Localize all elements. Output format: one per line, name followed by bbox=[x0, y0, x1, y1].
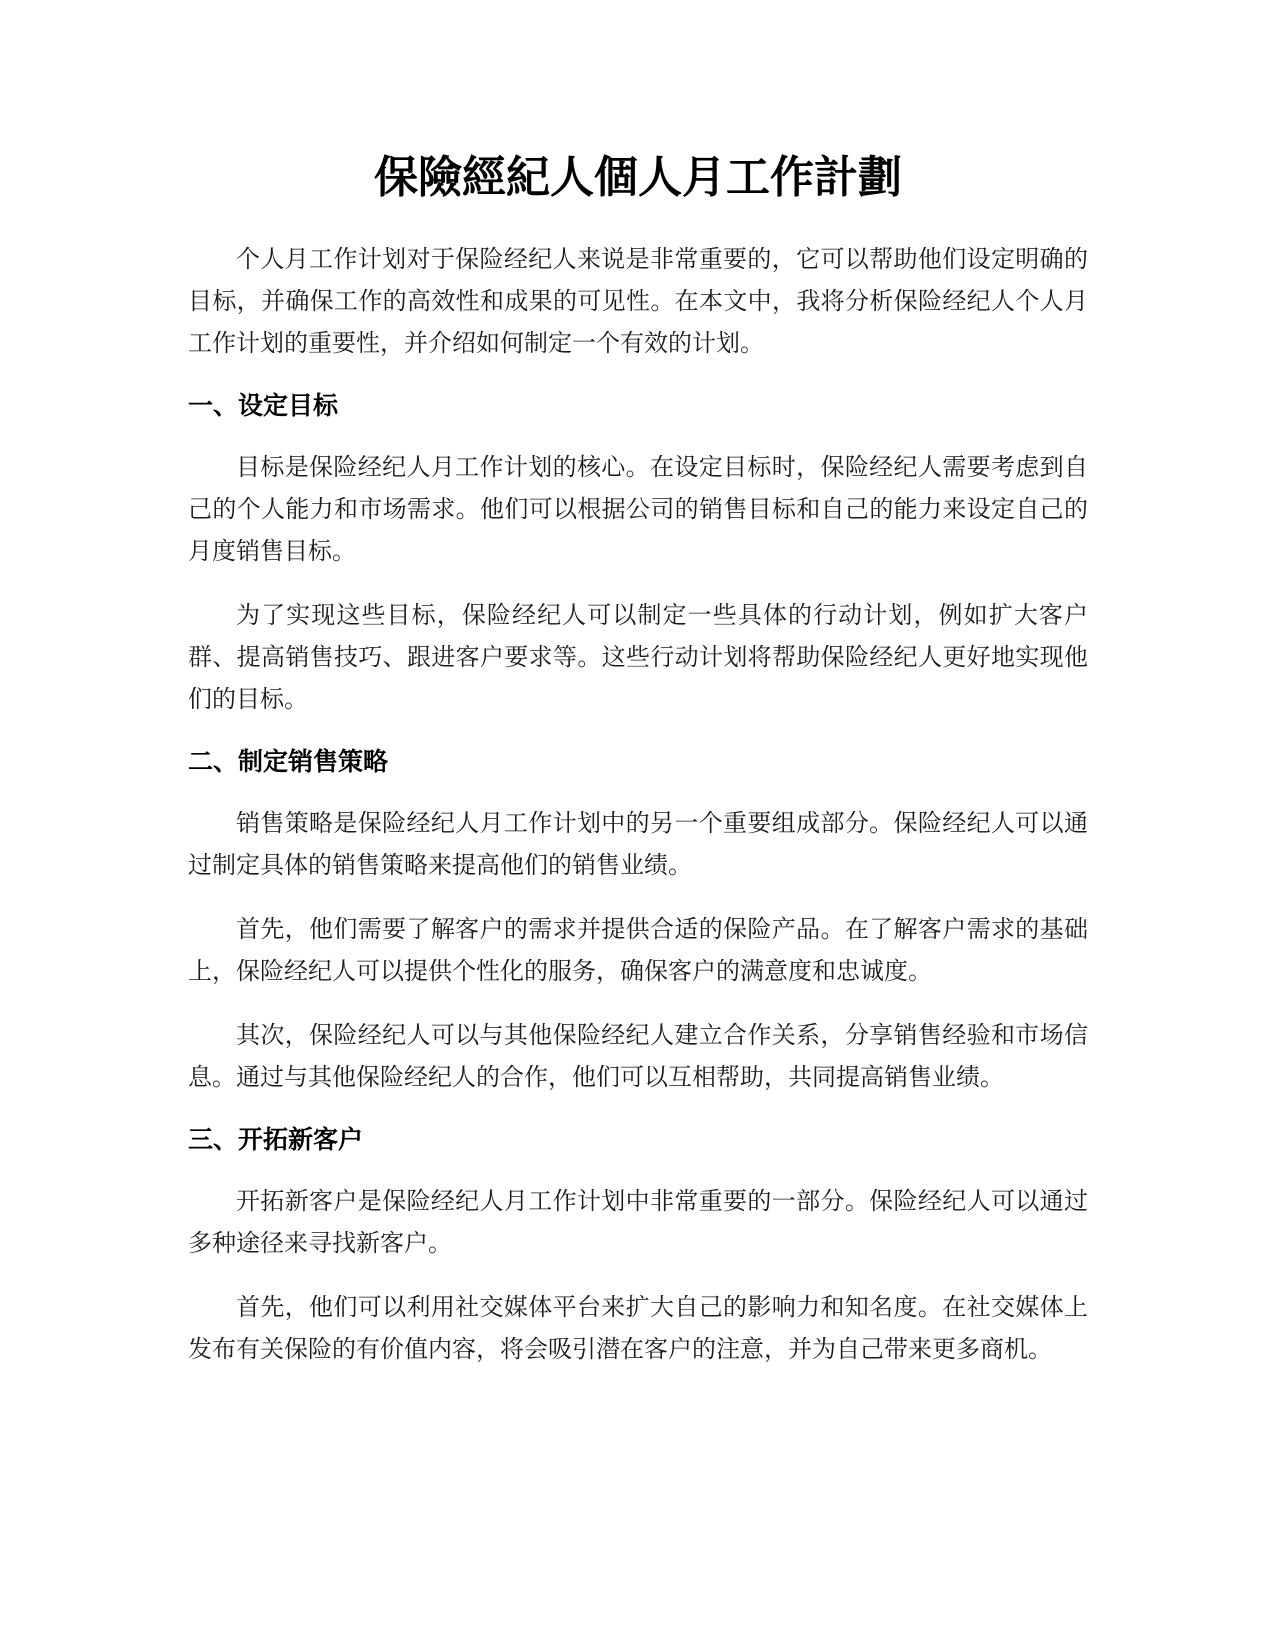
document-title: 保險經紀人個人月工作計劃 bbox=[374, 152, 902, 203]
body-paragraph: 首先，他们需要了解客户的需求并提供合适的保险产品。在了解客户需求的基础上，保险经纪人可以提供个性化的服务，确保客户的满意度和忠诚度。 bbox=[188, 915, 1088, 985]
body-paragraph: 目标是保险经纪人月工作计划的核心。在设定目标时，保险经纪人需要考虑到自己的个人能力和市场需求。他们可以根据公司的销售目标和自己的能力来设定自己的月度销售目标。 bbox=[188, 453, 1088, 565]
section-heading: 二、制定销售策略 bbox=[188, 747, 389, 776]
body-paragraph: 销售策略是保险经纪人月工作计划中的另一个重要组成部分。保险经纪人可以通过制定具体的销售策略来提高他们的销售业绩。 bbox=[188, 809, 1088, 879]
section-new-clients bbox=[188, 1120, 1088, 1370]
section-heading: 三、开拓新客户 bbox=[188, 1125, 364, 1154]
section-sales-strategy bbox=[188, 742, 1088, 1098]
body-paragraph: 为了实现这些目标，保险经纪人可以制定一些具体的行动计划，例如扩大客户群、提高销售技巧、跟进客户要求等。这些行动计划将帮助保险经纪人更好地实现他们的目标。 bbox=[188, 601, 1088, 713]
intro-paragraph: 个人月工作计划对于保险经纪人来说是非常重要的，它可以帮助他们设定明确的目标，并确保工作的高效性和成果的可见性。在本文中，我将分析保险经纪人个人月工作计划的重要性，并介绍如何制定一个有效的计划。 bbox=[188, 245, 1088, 357]
body-paragraph: 开拓新客户是保险经纪人月工作计划中非常重要的一部分。保险经纪人可以通过多种途径来寻找新客户。 bbox=[188, 1187, 1088, 1257]
body-paragraph: 首先，他们可以利用社交媒体平台来扩大自己的影响力和知名度。在社交媒体上发布有关保险的有价值内容，将会吸引潜在客户的注意，并为自己带来更多商机。 bbox=[188, 1293, 1088, 1363]
body-paragraph: 其次，保险经纪人可以与其他保险经纪人建立合作关系，分享销售经验和市场信息。通过与其他保险经纪人的合作，他们可以互相帮助，共同提高销售业绩。 bbox=[188, 1021, 1088, 1091]
document-body bbox=[188, 148, 1088, 1392]
section-heading: 一、设定目标 bbox=[188, 391, 339, 420]
section-set-goals bbox=[188, 386, 1088, 720]
